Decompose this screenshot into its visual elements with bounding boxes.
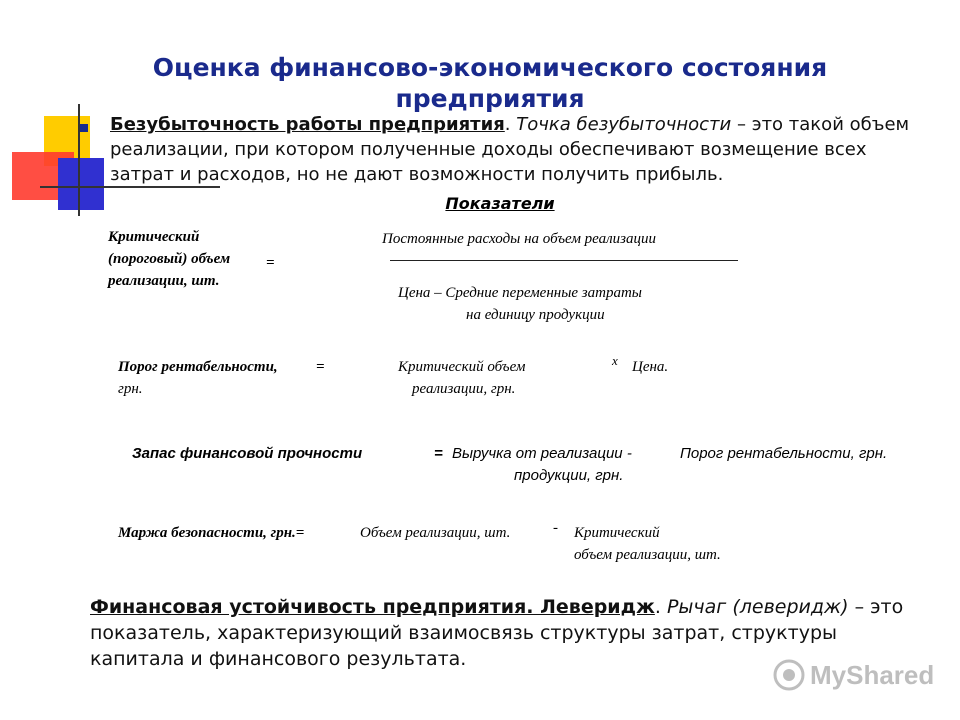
f3-expr-line2: продукции, грн.: [514, 467, 624, 484]
watermark-text: MyShared: [810, 660, 935, 690]
f2-multiply: x: [612, 353, 618, 368]
f1-denominator-line1: Цена – Средние переменные затраты: [398, 285, 642, 301]
f2-equals: =: [316, 359, 325, 375]
leverage-definition: – это показатель, характеризующий взаимосвязь структуры затрат, структуры капитала и финансового результата.: [90, 596, 904, 670]
f4-right-line1: Критический: [574, 525, 660, 541]
breakeven-definition: – это такой объем реализации, при котором полученные доходы обеспечивают возмещение всех затрат и расходов, но не дают возможности получить прибыль.: [110, 114, 910, 185]
f4-minus: -: [553, 520, 558, 536]
f1-left-line2: (пороговый) объем: [108, 251, 231, 267]
f1-left-line1: Критический: [108, 229, 200, 245]
decor-vertical-line: [78, 104, 80, 216]
f1-numerator: Постоянные расходы на объем реализации: [382, 231, 656, 247]
leverage-term1: Рычаг: [666, 596, 727, 618]
f4-label: Маржа безопасности, грн.=: [118, 525, 305, 541]
breakeven-paragraph: [110, 112, 930, 187]
watermark: [772, 658, 935, 694]
breakeven-heading: Безубыточность работы предприятия: [110, 114, 505, 135]
f1-left-line3: реализации, шт.: [108, 273, 220, 289]
f2-left-line2: грн.: [118, 381, 143, 397]
leverage-term2: (леверидж): [732, 596, 849, 618]
leverage-heading: Финансовая устойчивость предприятия. Леверидж: [90, 596, 655, 618]
f2-left-line1: Порог рентабельности,: [118, 359, 278, 375]
decor-blue-square: [58, 158, 104, 210]
page-title: Оценка финансово-экономического состояния предприятия: [152, 53, 828, 113]
bullet-icon: [80, 124, 88, 132]
f2-right: Цена.: [632, 359, 669, 375]
breakeven-heading-dot: .: [504, 114, 511, 135]
leverage-heading-dot: .: [654, 596, 661, 618]
f4-mid: Объем реализации, шт.: [360, 525, 511, 541]
f3-label: Запас финансовой прочности: [132, 445, 363, 462]
f2-mid-line1: Критический объем: [398, 359, 526, 375]
f4-right-line2: объем реализации, шт.: [574, 547, 721, 563]
breakeven-term: Точка безубыточности: [516, 114, 732, 135]
f1-denominator-line2: на единицу продукции: [466, 307, 605, 323]
f3-expr-line1: Выручка от реализации -: [452, 445, 632, 462]
f3-right: Порог рентабельности, грн.: [680, 445, 888, 462]
watermark-logo-icon: [772, 658, 806, 692]
f1-equals: =: [266, 255, 275, 271]
f1-fraction-line: [390, 260, 738, 261]
f2-mid-line2: реализации, грн.: [412, 381, 516, 397]
indicators-title: Показатели: [445, 194, 555, 213]
f3-equals: =: [434, 445, 443, 462]
